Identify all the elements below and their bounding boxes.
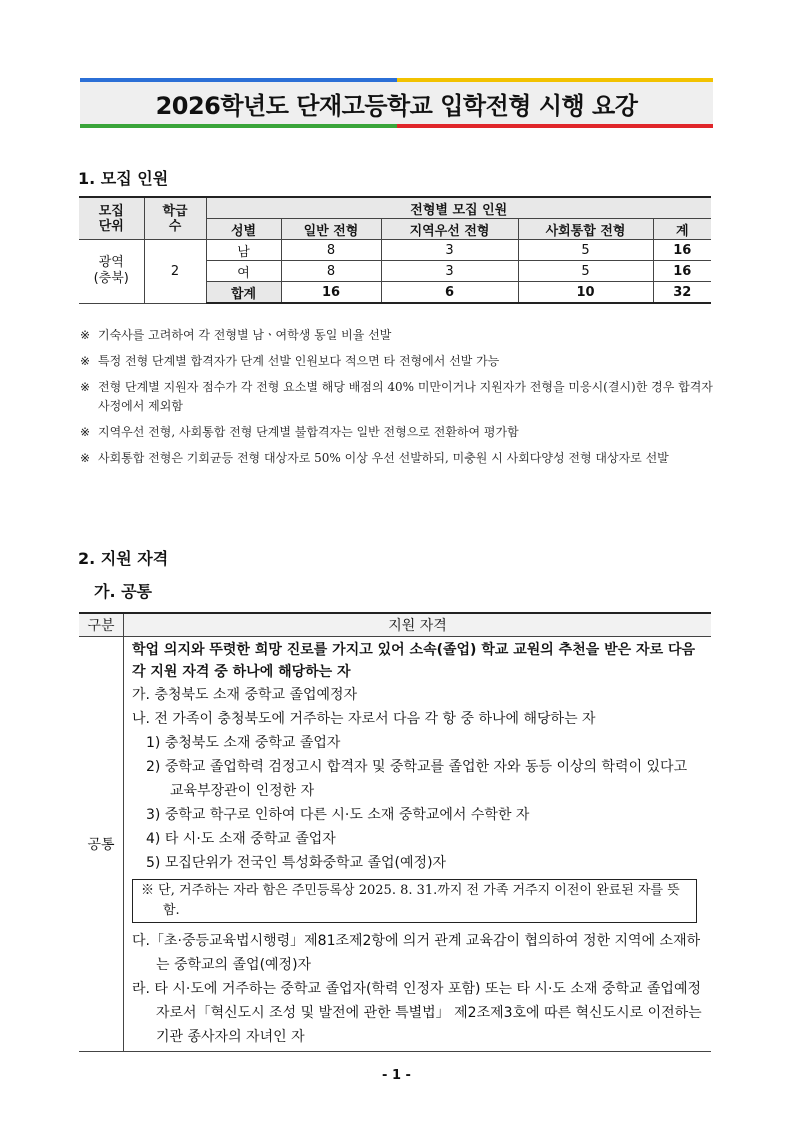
banner-red-segment xyxy=(397,124,714,128)
sub-item: 5) 모집단위가 전국인 특성화중학교 졸업(예정)자 xyxy=(146,855,447,871)
section-heading-qualification: 2. 지원 자격 xyxy=(78,549,169,568)
header-classes: 학급 수 xyxy=(144,197,206,240)
note-text: 사회통합 전형은 기회균등 전형 대상자로 50% 이상 우선 선발하되, 미충원 시 사회다양성 전형 대상자로 선발 xyxy=(98,451,669,465)
note-item xyxy=(80,378,720,416)
section-heading-recruitment: 1. 모집 인원 xyxy=(78,169,169,188)
note-item xyxy=(80,352,720,371)
qualification-cell xyxy=(124,637,712,1052)
table-cell: 10 xyxy=(518,282,653,304)
sub-item: 2) 중학교 졸업학력 검정고시 합격자 및 중학교를 졸업한 자와 동등 이상의 학력이 있다고 교육부장관이 인정한 자 xyxy=(146,759,688,799)
note-mark: ※ xyxy=(80,451,91,465)
note-mark: ※ xyxy=(80,354,91,368)
header-general: 일반 전형 xyxy=(281,219,381,240)
table-cell: 16 xyxy=(281,282,381,304)
table-cell: 16 xyxy=(653,240,711,261)
note-mark: ※ xyxy=(80,425,91,439)
table-cell: 16 xyxy=(653,261,711,282)
item-da: 다.「초·중등교육법시행령」제81조제2항에 의거 관계 교육감이 협의하여 정한 지역에 소재하는 중학교의 졸업(예정)자 xyxy=(132,933,701,973)
page-number: - 1 - xyxy=(382,1068,411,1083)
note-text: 전형 단계별 지원자 점수가 각 전형 요소별 해당 배점의 40% 미만이거나 지원자가 전형을 미응시(결시)한 경우 합격자 사정에서 제외함 xyxy=(98,380,713,413)
subsection-heading-common: 가. 공통 xyxy=(94,582,153,601)
qualification-lead: 학업 의지와 뚜렷한 희망 진로를 가지고 있어 소속(졸업) 학교 교원의 추천을 받은 자로 다음 각 지원 자격 중 하나에 해당하는 자 xyxy=(132,642,696,680)
table-cell: 32 xyxy=(653,282,711,304)
header-category: 구분 xyxy=(79,613,124,637)
banner-bottom-bar xyxy=(80,124,713,128)
note-text: 지역우선 전형, 사회통합 전형 단계별 불합격자는 일반 전형으로 전환하여 평가함 xyxy=(98,425,519,439)
sub-item: 3) 중학교 학구로 인하여 다른 시·도 소재 중학교에서 수학한 자 xyxy=(146,807,530,823)
table-cell: 3 xyxy=(381,261,518,282)
table-cell: 3 xyxy=(381,240,518,261)
header-sex: 성별 xyxy=(206,219,281,240)
sub-item: 1) 충청북도 소재 중학교 졸업자 xyxy=(146,735,341,751)
table-cell: 여 xyxy=(206,261,281,282)
header-unit: 모집 단위 xyxy=(79,197,144,240)
note-mark: ※ xyxy=(80,328,91,342)
page-title: 2026학년도 단재고등학교 입학전형 시행 요강 xyxy=(80,82,713,124)
table-cell: 8 xyxy=(281,261,381,282)
note-item xyxy=(80,326,720,345)
header-total: 계 xyxy=(653,219,711,240)
item-ga: 가. 충청북도 소재 중학교 졸업예정자 xyxy=(132,687,358,703)
banner-green-segment xyxy=(80,124,397,128)
table-cell: 남 xyxy=(206,240,281,261)
total-row-label: 합계 xyxy=(206,282,281,304)
table-cell: 5 xyxy=(518,261,653,282)
table-cell: 6 xyxy=(381,282,518,304)
note-item xyxy=(80,423,720,442)
note-text: 특정 전형 단계별 합격자가 단계 선발 인원보다 적으면 타 전형에서 선발 가능 xyxy=(98,354,500,368)
notes-list xyxy=(80,326,720,475)
note-mark: ※ xyxy=(80,380,91,394)
table-cell: 8 xyxy=(281,240,381,261)
header-regional: 지역우선 전형 xyxy=(381,219,518,240)
category-cell: 공통 xyxy=(79,637,124,1052)
table-cell: 5 xyxy=(518,240,653,261)
qualification-table xyxy=(79,612,711,1052)
unit-cell: 광역 (충북) xyxy=(79,240,144,304)
sub-item: 4) 타 시·도 소재 중학교 졸업자 xyxy=(146,831,336,847)
residency-note-box: ※ 단, 거주하는 자라 함은 주민등록상 2025. 8. 31.까지 전 가족 거주지 이전이 완료된 자를 뜻함. xyxy=(132,879,697,923)
title-banner xyxy=(80,78,713,128)
item-ra: 라. 타 시·도에 거주하는 중학교 졸업자(학력 인정자 포함) 또는 타 시·도 소재 중학교 졸업예정자로서「혁신도시 조성 및 발전에 관한 특별법」 제2조제3호에 따른 혁신도시로 이전하는 기관 종사자의 자녀인 자 xyxy=(132,981,702,1045)
header-social: 사회통합 전형 xyxy=(518,219,653,240)
header-qualification: 지원 자격 xyxy=(124,613,712,637)
item-na: 나. 전 가족이 충청북도에 거주하는 자로서 다음 각 항 중 하나에 해당하는 자 xyxy=(132,711,596,727)
note-text: 기숙사를 고려하여 각 전형별 남ㆍ여학생 동일 비율 선발 xyxy=(98,328,392,342)
note-item xyxy=(80,449,720,468)
recruitment-table xyxy=(79,196,711,304)
header-group: 전형별 모집 인원 xyxy=(206,197,711,219)
classes-cell: 2 xyxy=(144,240,206,304)
